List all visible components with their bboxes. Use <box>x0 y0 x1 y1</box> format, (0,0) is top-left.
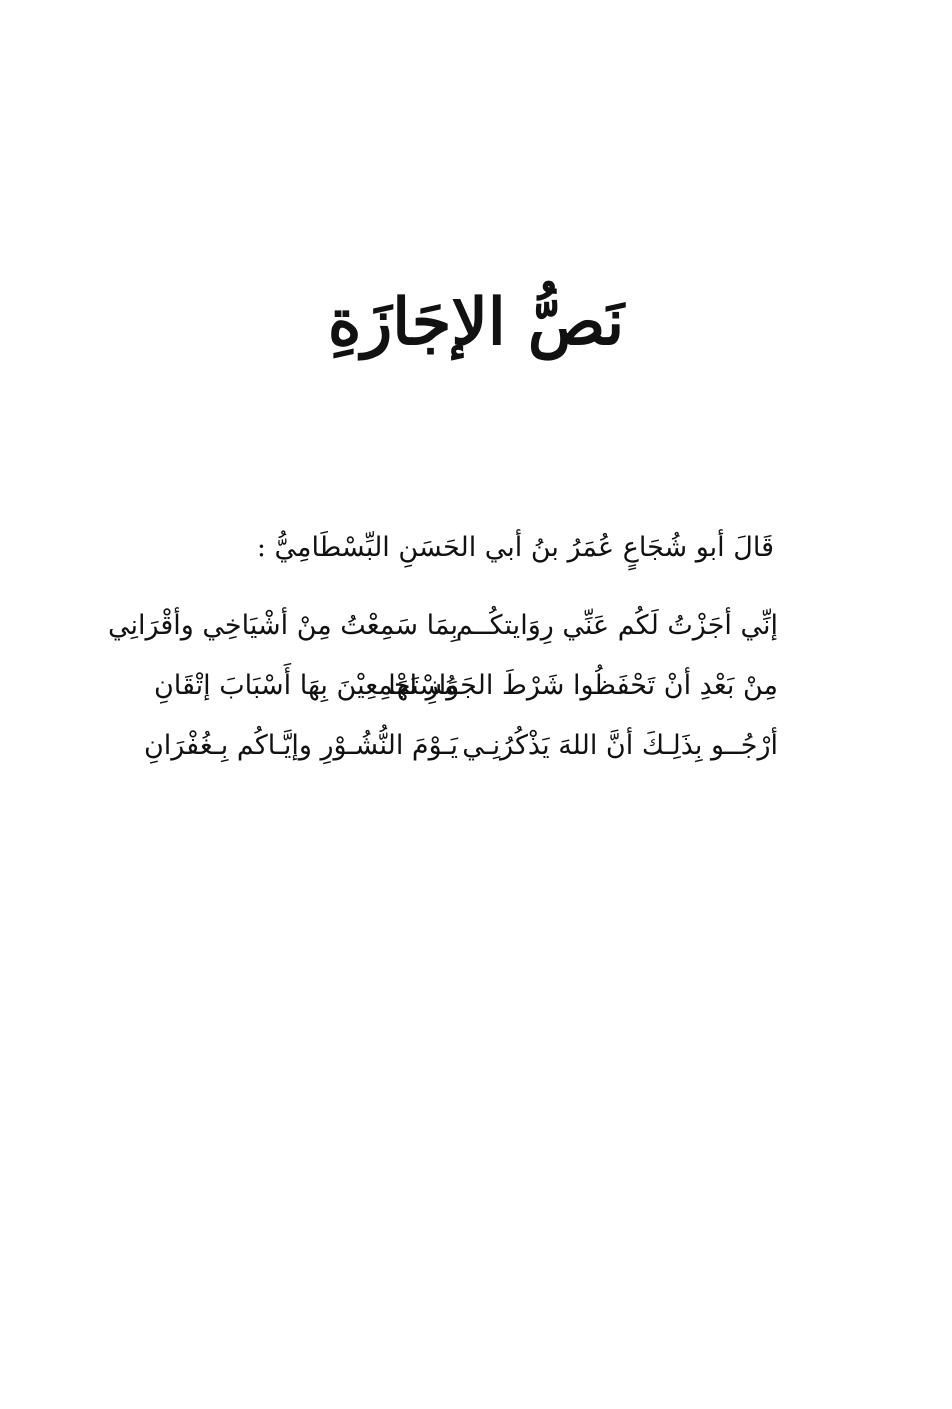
poem <box>107 596 778 776</box>
verse-second-hemistich: بِمَا سَمِعْتُ مِنْ أشْيَاخِي وأقْرَانِي <box>107 610 458 641</box>
verse-first-hemistich: مِنْ بَعْدِ أنْ تَحْفَظُوا شَرْطَ الجَوَازِ لهَا <box>388 670 778 701</box>
verse-line <box>143 716 778 776</box>
verse-first-hemistich: إنِّي أجَزْتُ لَكُم عَنِّي رِوَايتكُــم <box>455 610 778 641</box>
page-title: نَصُّ الإجَازَةِ <box>327 285 625 360</box>
verse-second-hemistich: يَـوْمَ النُّشُـوْرِ وإيَّـاكُم بِـغُفْرَانِ <box>143 730 458 761</box>
verse-line <box>107 596 778 656</box>
verse-line <box>148 656 778 716</box>
verse-second-hemistich: مُسْتَجْمِعِيْنَ بِهَا أَسْبَابَ إتْقَانِ <box>153 670 458 701</box>
intro-line: قَالَ أبو شُجَاعٍ عُمَرُ بنُ أبي الحَسَنِ البِّسْطَامِيُّ : <box>256 532 774 563</box>
verse-first-hemistich: أرْجُــو بِذَلِـكَ أنَّ اللهَ يَذْكُرُنِـي <box>462 730 778 761</box>
